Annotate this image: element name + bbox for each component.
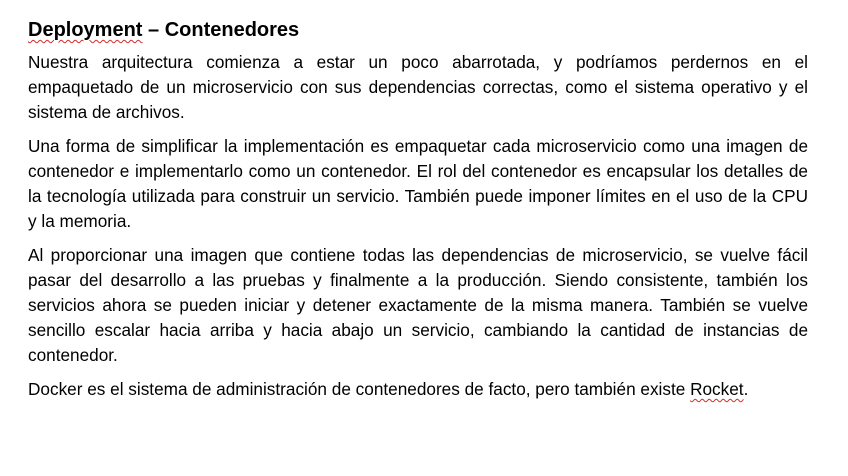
paragraph-4: [28, 377, 808, 402]
paragraph-1: Nuestra arquitectura comienza a estar un poco abarrotada, y podríamos perdernos en el empaquetado de un microservicio con sus dependencias correctas, como el sistema operativo y el sistema de archivos.: [28, 52, 808, 122]
document-title: [28, 14, 808, 46]
title-rest: – Contenedores: [142, 19, 300, 41]
paragraph-3: Al proporcionar una imagen que contiene todas las dependencias de microservicio, se vuelve fácil pasar del desarrollo a las pruebas y finalmente a la producción. Siendo consistente, también los servicios ahora se pueden iniciar y detener exactamente de la misma manera. También se vuelve sencillo escalar hacia arriba y hacia abajo un servicio, cambiando la cantidad de instancias de contenedor.: [28, 245, 808, 365]
paragraph-4-text: Docker es el sistema de administración de contenedores de facto, pero también existe: [28, 379, 691, 399]
title-word-misspelled: Deployment: [28, 19, 143, 41]
document-page: [28, 14, 808, 411]
paragraph-4-end: .: [743, 379, 749, 399]
paragraph-4-word-misspelled: Rocket: [690, 379, 744, 399]
paragraph-2: Una forma de simplificar la implementación es empaquetar cada microservicio como una imagen de contenedor e implementarlo como un contenedor. El rol del contenedor es encapsular los detalles de la tecnología utilizada para construir un servicio. También puede imponer límites en el uso de la CPU y la memoria.: [28, 136, 808, 231]
